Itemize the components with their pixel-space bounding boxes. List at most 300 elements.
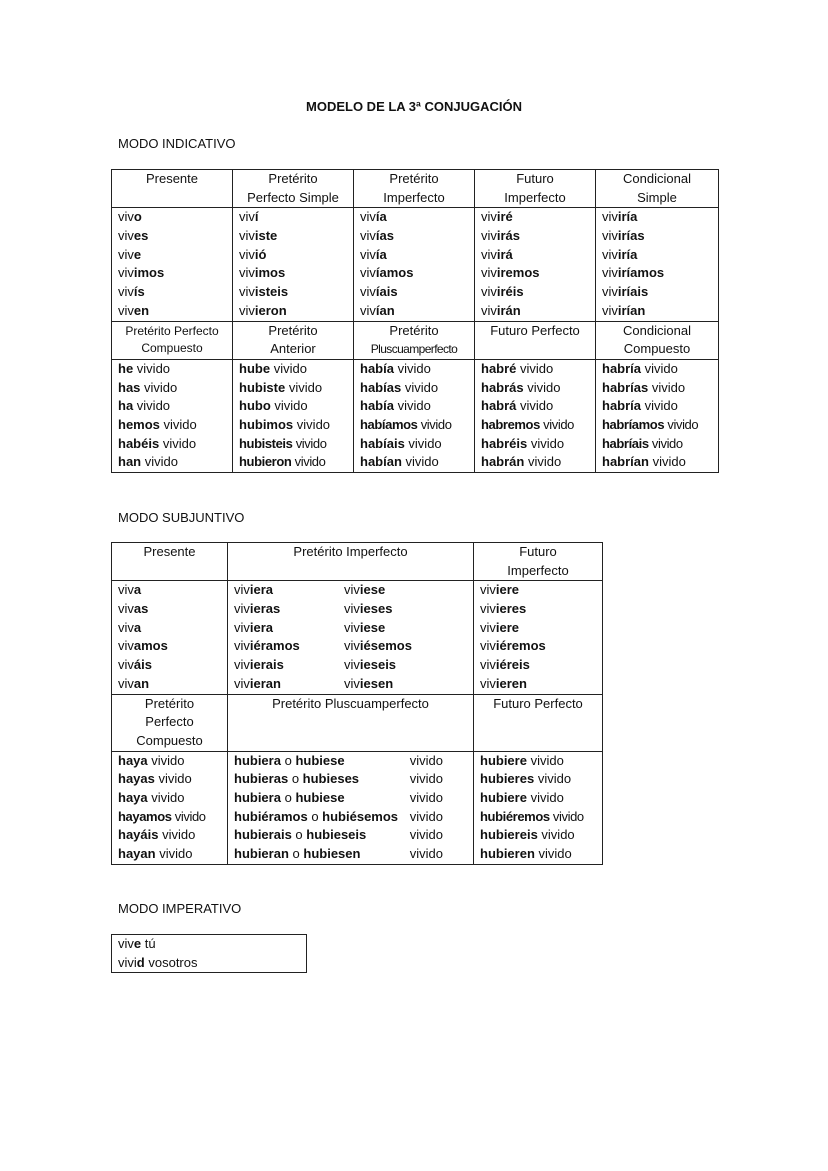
imperativo-table — [111, 934, 307, 973]
verb-ending: ieran — [249, 675, 281, 691]
participle: vivido — [541, 827, 575, 843]
verb-form — [360, 379, 468, 398]
verb-ending: ía — [375, 209, 387, 225]
verb-form — [481, 208, 589, 227]
verb-ending: amos — [133, 638, 168, 654]
se-form — [344, 656, 396, 675]
participle: vivido — [520, 398, 554, 414]
verb-form — [602, 246, 712, 265]
verb-ending: iesen — [359, 675, 394, 691]
verb-ending: irían — [617, 302, 646, 318]
header-text: Futuro Perfecto — [493, 695, 583, 711]
verb-stem: viv — [360, 246, 376, 262]
verb-ending: áis — [133, 657, 152, 673]
verb-form — [481, 264, 589, 283]
verb-stem: viv — [480, 601, 496, 617]
auxiliary: habremos — [481, 416, 540, 432]
subjuntivo-simple-forms-row — [112, 581, 603, 694]
auxiliary: han — [118, 454, 142, 470]
auxiliary: hubieses — [302, 771, 360, 787]
header-line — [602, 340, 712, 359]
header-text: Presente — [143, 544, 196, 559]
imperativo-forms-cell — [112, 935, 307, 973]
subj-imperfecto-col — [228, 581, 474, 694]
participle: vivido — [151, 752, 185, 768]
header-text: Presente — [145, 171, 199, 186]
verb-stem: viv — [118, 936, 134, 951]
auxiliary: habríais — [602, 435, 649, 451]
subj-futuro-col — [474, 581, 603, 694]
verb-form — [480, 637, 596, 656]
auxiliary: hubimos — [239, 416, 294, 432]
verb-form — [360, 416, 468, 435]
conjunction: o — [284, 752, 292, 768]
header-text: Pretérito Imperfecto — [293, 544, 408, 559]
verb-stem: viv — [118, 302, 134, 318]
verb-form — [239, 360, 347, 379]
participle: vivido — [644, 360, 678, 376]
verb-ending: irías — [617, 228, 645, 244]
verb-form — [118, 246, 226, 265]
header-text: Futuro — [516, 171, 554, 186]
verb-stem: viv — [239, 209, 255, 225]
auxiliary-pair — [234, 770, 359, 789]
verb-form — [118, 826, 221, 845]
header-line — [118, 170, 226, 189]
participle: vivido — [651, 379, 686, 395]
auxiliary: hubiéramos — [234, 808, 308, 824]
verb-form — [118, 808, 221, 827]
header-line — [234, 695, 467, 714]
auxiliary: hubiesen — [303, 846, 361, 861]
verb-form — [239, 208, 347, 227]
verb-ending: iese — [359, 619, 386, 635]
auxiliary: hubieres — [480, 771, 535, 787]
auxiliary: habían — [360, 454, 402, 470]
verb-form — [239, 246, 347, 265]
verb-form — [239, 453, 347, 472]
verb-form — [118, 845, 221, 864]
participle: vivido — [537, 771, 572, 787]
verb-form — [234, 752, 467, 771]
header-text: Perfecto — [145, 714, 194, 730]
document-title: MODELO DE LA 3ª CONJUGACIÓN — [306, 99, 522, 114]
subjuntivo-compound-header-row — [112, 694, 603, 751]
auxiliary: había — [360, 398, 394, 414]
verb-form — [360, 435, 468, 454]
verb-ending: ieseis — [359, 657, 397, 673]
verb-ending: irá — [496, 246, 513, 262]
se-form — [344, 675, 393, 694]
auxiliary: hubieran — [234, 846, 289, 861]
verb-stem: viv — [602, 302, 618, 318]
header-text: Perfecto Simple — [247, 189, 339, 205]
verb-ending: imos — [133, 265, 165, 281]
header-line — [118, 732, 221, 751]
header-line — [602, 189, 712, 208]
verb-stem: viv — [239, 228, 255, 244]
subj-perfecto-col — [112, 751, 228, 864]
auxiliary: habrían — [602, 454, 649, 470]
header-text: Pretérito Pluscuamperfecto — [272, 695, 429, 711]
verb-form — [239, 302, 347, 321]
auxiliary: hubieras — [234, 771, 289, 787]
auxiliary: habías — [360, 379, 402, 395]
verb-stem: viv — [481, 284, 497, 300]
participle: vivido — [420, 416, 452, 432]
indicativo-simple-header-row — [112, 170, 719, 208]
verb-ending: es — [133, 228, 149, 244]
verb-ending: ieren — [495, 675, 527, 691]
verb-stem: viv — [234, 582, 250, 598]
participle: vivido — [144, 379, 178, 395]
pronoun: vosotros — [148, 954, 198, 970]
participle: vivido — [294, 454, 326, 470]
participle: vivido — [538, 846, 572, 861]
participle: vivido — [397, 398, 431, 414]
participle: vivido — [163, 416, 197, 432]
participle: vivido — [644, 398, 678, 414]
verb-form — [602, 360, 712, 379]
verb-stem: viv — [481, 209, 497, 225]
auxiliary: habíamos — [360, 416, 418, 432]
header-line — [118, 695, 221, 714]
verb-stem: viv — [239, 246, 255, 262]
verb-form — [602, 264, 712, 283]
participle: vivido — [409, 752, 443, 768]
verb-form — [481, 302, 589, 321]
auxiliary: habréis — [481, 435, 528, 451]
verb-form — [234, 826, 467, 845]
verb-form — [481, 397, 589, 416]
auxiliary: hubiereis — [480, 827, 538, 843]
verb-form — [360, 360, 468, 379]
auxiliary: habría — [602, 398, 642, 414]
auxiliary-pair — [234, 752, 345, 771]
auxiliary: hubo — [239, 398, 271, 414]
conjunction: o — [284, 789, 292, 805]
verb-form-pair — [234, 581, 467, 600]
header-text: Condicional — [623, 322, 691, 338]
verb-form — [118, 453, 226, 472]
auxiliary: habíais — [360, 435, 405, 451]
verb-form — [480, 770, 596, 789]
verb-form — [118, 619, 221, 638]
verb-form — [118, 360, 226, 379]
ra-form — [234, 637, 344, 656]
participle: vivido — [409, 808, 443, 824]
verb-form — [480, 826, 596, 845]
verb-ending: e — [133, 246, 142, 262]
verb-stem: viv — [481, 302, 497, 318]
verb-form — [481, 379, 589, 398]
header-text: Compuesto — [136, 732, 203, 748]
verb-stem: viv — [118, 675, 134, 691]
verb-stem: viv — [480, 675, 496, 691]
header-line — [239, 322, 347, 341]
verb-ending: d — [136, 954, 145, 970]
verb-form — [481, 416, 589, 435]
verb-stem: viv — [344, 601, 360, 617]
ra-form — [234, 600, 344, 619]
verb-ending: iré — [496, 209, 513, 225]
verb-form — [360, 397, 468, 416]
verb-form — [602, 397, 712, 416]
verb-stem: viv — [481, 228, 497, 244]
subjuntivo-table — [111, 542, 603, 865]
participle: vivido — [162, 435, 197, 451]
participle: vivido — [136, 398, 171, 414]
header-line — [481, 170, 589, 189]
verb-stem: viv — [234, 619, 250, 635]
verb-ending: ieses — [359, 601, 393, 617]
auxiliary: había — [360, 360, 394, 376]
verb-form — [118, 637, 221, 656]
participle: vivido — [158, 771, 192, 787]
header-line — [118, 543, 221, 562]
header-line — [602, 322, 712, 341]
verb-ending: ía — [375, 246, 387, 262]
verb-form — [118, 379, 226, 398]
verb-form — [481, 453, 589, 472]
header-text: Futuro — [519, 544, 557, 559]
verb-form — [118, 581, 221, 600]
auxiliary: habríamos — [602, 416, 665, 432]
verb-stem: viv — [234, 638, 250, 654]
verb-form — [118, 227, 226, 246]
verb-ending: irás — [496, 228, 521, 244]
verb-ending: e — [133, 936, 142, 951]
auxiliary: hubiere — [480, 789, 527, 805]
verb-ending: as — [133, 601, 149, 617]
auxiliary: hubieron — [239, 454, 292, 470]
ind-compound-header-0 — [112, 321, 233, 359]
ra-form — [234, 656, 344, 675]
verb-form — [480, 752, 596, 771]
auxiliary: hubiéremos — [480, 808, 550, 824]
pronoun: tú — [144, 936, 156, 951]
subj-futuro-perfecto-col — [474, 751, 603, 864]
verb-stem: viv — [239, 302, 255, 318]
auxiliary: hubiste — [239, 379, 286, 395]
verb-form — [360, 264, 468, 283]
verb-form — [602, 379, 712, 398]
subj-compound-header-1 — [228, 694, 474, 751]
verb-stem: vivi — [118, 954, 137, 970]
auxiliary: habrías — [602, 379, 649, 395]
participle: vivido — [144, 454, 178, 470]
verb-form-pair — [234, 637, 467, 656]
verb-form — [239, 227, 347, 246]
verb-form — [480, 808, 596, 827]
verb-form — [360, 302, 468, 321]
verb-form — [234, 808, 467, 827]
verb-form — [234, 789, 467, 808]
participle: vivido — [530, 789, 564, 805]
se-form — [344, 619, 385, 638]
verb-ending: ieres — [495, 601, 527, 617]
verb-stem: viv — [234, 601, 250, 617]
verb-form — [480, 619, 596, 638]
ind-compound-header-3 — [475, 321, 596, 359]
verb-ending: ías — [375, 228, 394, 244]
verb-form — [118, 789, 221, 808]
header-text: Compuesto — [623, 341, 691, 357]
header-line — [360, 322, 468, 341]
auxiliary: haya — [118, 752, 148, 768]
verb-form — [481, 283, 589, 302]
subj-presente-col — [112, 581, 228, 694]
verb-ending: iésemos — [359, 638, 412, 654]
verb-ending: imos — [254, 265, 286, 281]
header-line — [118, 339, 226, 356]
auxiliary: hemos — [118, 416, 160, 432]
participle: vivido — [397, 360, 431, 376]
conjunction: o — [292, 846, 300, 861]
verb-stem: viv — [344, 675, 360, 691]
section-heading-subjuntivo: MODO SUBJUNTIVO — [118, 510, 245, 525]
header-line — [602, 170, 712, 189]
indicativo-table — [111, 169, 719, 473]
verb-stem: viv — [480, 638, 496, 654]
header-text: Imperfecto — [507, 562, 569, 578]
verb-form — [602, 283, 712, 302]
participle: vivido — [404, 379, 439, 395]
verb-form — [118, 752, 221, 771]
verb-form — [118, 283, 226, 302]
participle: vivido — [136, 360, 171, 376]
verb-ending: iríais — [617, 284, 649, 300]
header-text: Pretérito — [268, 322, 318, 338]
verb-ending: iría — [617, 246, 638, 262]
verb-ending: a — [133, 619, 142, 635]
ind-compound-header-1 — [233, 321, 354, 359]
auxiliary: hubiera — [234, 752, 281, 768]
participle: vivido — [159, 846, 193, 861]
verb-form — [481, 227, 589, 246]
subjuntivo-simple-header-row — [112, 543, 603, 581]
participle: vivido — [409, 789, 443, 805]
header-text: Condicional — [623, 171, 691, 186]
ind-simple-header-0 — [112, 170, 233, 208]
auxiliary: hayamos — [118, 808, 172, 824]
verb-stem: viv — [360, 209, 376, 225]
verb-form-pair — [234, 600, 467, 619]
indicativo-compound-header-row — [112, 321, 719, 359]
ind-compound-col-0 — [112, 359, 233, 472]
subjuntivo-compound-forms-row — [112, 751, 603, 864]
verb-form — [481, 360, 589, 379]
verb-form — [118, 675, 221, 694]
header-text: Imperfecto — [504, 189, 566, 205]
verb-stem: viv — [602, 209, 618, 225]
auxiliary: hayas — [118, 771, 155, 787]
participle: vivido — [405, 454, 439, 470]
verb-ending: ió — [254, 246, 267, 262]
verb-ending: iéremos — [495, 638, 546, 654]
ind-compound-col-1 — [233, 359, 354, 472]
header-line — [360, 170, 468, 189]
verb-form — [602, 227, 712, 246]
indicativo-simple-forms-row — [112, 208, 719, 321]
verb-ending: í — [254, 209, 259, 225]
se-form — [344, 600, 392, 619]
verb-stem: viv — [481, 265, 497, 281]
verb-form — [118, 397, 226, 416]
auxiliary: has — [118, 379, 141, 395]
verb-ending: iere — [495, 619, 520, 635]
verb-form — [360, 246, 468, 265]
verb-form — [239, 435, 347, 454]
conjunction: o — [311, 808, 319, 824]
verb-stem: viv — [118, 657, 134, 673]
ra-form — [234, 619, 344, 638]
subj-compound-header-0 — [112, 694, 228, 751]
participle: vivido — [296, 416, 331, 432]
participle: vivido — [408, 435, 442, 451]
header-text: Simple — [637, 189, 677, 205]
verb-form — [480, 675, 596, 694]
verb-form — [480, 600, 596, 619]
verb-stem: viv — [239, 265, 255, 281]
auxiliary: hubisteis — [239, 435, 293, 451]
verb-ending: ieron — [254, 302, 287, 318]
header-line — [360, 340, 468, 359]
verb-ending: iera — [249, 582, 274, 598]
verb-stem: viv — [360, 228, 376, 244]
auxiliary: hubiera — [234, 789, 281, 805]
header-text: Pretérito — [144, 695, 195, 711]
header-line — [118, 322, 226, 339]
participle: vivido — [530, 435, 565, 451]
verb-ending: iéramos — [249, 638, 300, 654]
verb-form — [118, 302, 226, 321]
verb-form — [360, 227, 468, 246]
verb-form — [480, 581, 596, 600]
verb-form — [360, 283, 468, 302]
verb-ending: iría — [617, 209, 638, 225]
imperative-form — [118, 954, 300, 973]
verb-stem: viv — [344, 619, 360, 635]
header-text: Anterior — [270, 341, 316, 357]
participle: vivido — [274, 398, 308, 414]
auxiliary: hubieren — [480, 846, 535, 861]
verb-ending: iste — [254, 228, 278, 244]
participle: vivido — [273, 360, 307, 376]
auxiliary: hayáis — [118, 827, 159, 843]
verb-ending: ían — [375, 302, 395, 318]
verb-ending: ís — [133, 284, 145, 300]
participle: vivido — [651, 435, 683, 451]
verb-ending: íamos — [375, 265, 414, 281]
header-line — [239, 189, 347, 208]
verb-ending: en — [133, 302, 150, 318]
verb-ending: iréis — [496, 284, 524, 300]
imperative-form — [118, 935, 300, 954]
ind-simple-col-3 — [475, 208, 596, 321]
verb-stem: viv — [239, 284, 255, 300]
verb-form — [234, 845, 467, 864]
verb-stem: viv — [480, 657, 496, 673]
verb-stem: viv — [602, 228, 618, 244]
subj-simple-header-2 — [474, 543, 603, 581]
auxiliary: ha — [118, 398, 134, 414]
verb-stem: viv — [234, 657, 250, 673]
ind-simple-header-2 — [354, 170, 475, 208]
auxiliary: hubierais — [234, 827, 292, 843]
verb-stem: viv — [118, 601, 134, 617]
verb-form-pair — [234, 619, 467, 638]
